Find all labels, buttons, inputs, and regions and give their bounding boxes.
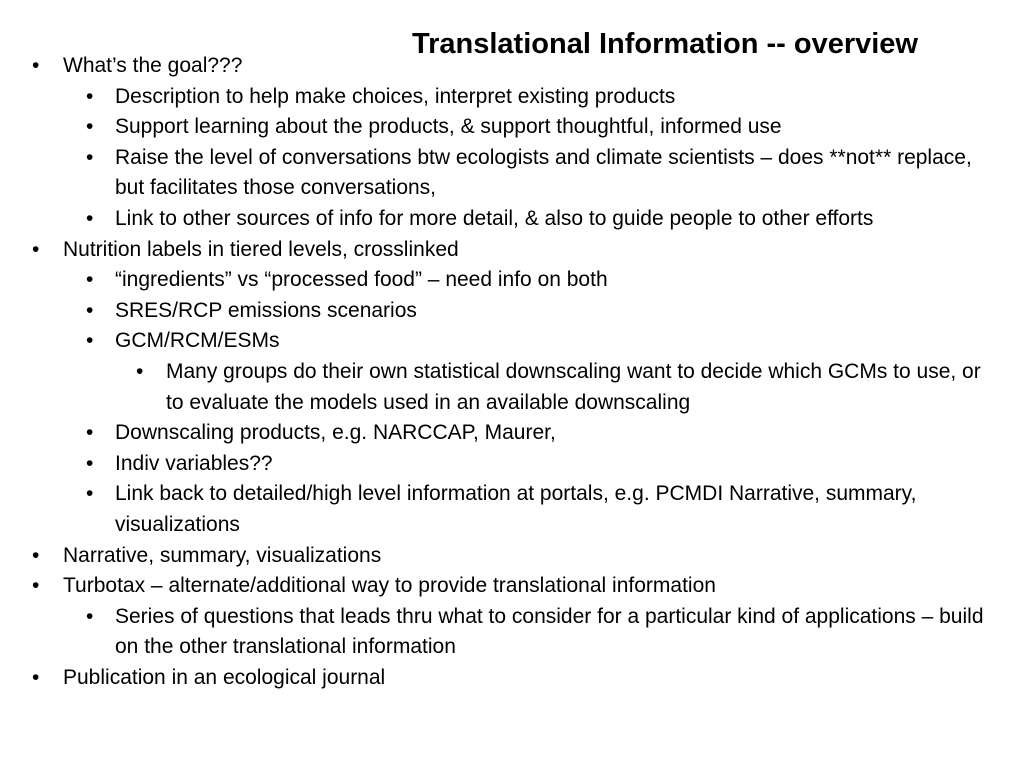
- bullet-dot-icon: •: [86, 482, 94, 506]
- bullet-item: [0, 602, 1024, 663]
- bullet-text: Indiv variables??: [115, 451, 273, 475]
- bullet-text: Turbotax – alternate/additional way to provide translational information: [63, 574, 716, 598]
- bullet-dot-icon: •: [86, 268, 94, 292]
- bullet-text: What’s the goal???: [63, 54, 243, 77]
- bullet-dot-icon: •: [86, 421, 94, 445]
- bullet-dot-icon: •: [32, 543, 40, 567]
- bullet-text: Publication in an ecological journal: [63, 665, 386, 689]
- bullet-dot-icon: •: [32, 574, 40, 598]
- bullet-item: [0, 82, 1024, 113]
- bullet-text: Description to help make choices, interpret existing products: [115, 84, 676, 108]
- bullet-dot-icon: •: [86, 298, 94, 322]
- bullet-item: [0, 449, 1024, 480]
- bullet-item: [0, 296, 1024, 327]
- bullet-text: Many groups do their own statistical downscaling want to decide which GCMs to use, or to evaluate the models used in an available downscaling: [166, 359, 981, 414]
- bullet-item: [0, 112, 1024, 143]
- bullet-dot-icon: •: [86, 115, 94, 139]
- bullet-item: [0, 663, 1024, 694]
- bullet-dot-icon: •: [32, 237, 40, 261]
- bullet-item: [0, 143, 1024, 204]
- bullet-dot-icon: •: [86, 206, 94, 230]
- bullet-dot-icon: •: [86, 451, 94, 475]
- bullet-item: [0, 541, 1024, 572]
- bullet-item: [0, 571, 1024, 602]
- bullet-item: [0, 418, 1024, 449]
- bullet-text: Downscaling products, e.g. NARCCAP, Maurer,: [115, 421, 556, 445]
- bullet-dot-icon: •: [136, 359, 144, 383]
- bullet-text: Link to other sources of info for more detail, & also to guide people to other efforts: [115, 206, 874, 230]
- bullet-item: [0, 204, 1024, 235]
- bullet-text: Link back to detailed/high level information at portals, e.g. PCMDI Narrative, summary, visualizations: [115, 482, 917, 536]
- bullet-text: SRES/RCP emissions scenarios: [115, 298, 417, 322]
- bullet-dot-icon: •: [86, 604, 94, 628]
- bullet-text: Narrative, summary, visualizations: [63, 543, 382, 567]
- bullet-item: [0, 479, 1024, 540]
- bullet-text: Raise the level of conversations btw ecologists and climate scientists – does **not** replace, but facilitates those conversations,: [115, 145, 972, 200]
- bullet-list: [0, 51, 1024, 693]
- bullet-text: Support learning about the products, & support thoughtful, informed use: [115, 115, 782, 139]
- bullet-dot-icon: •: [86, 329, 94, 353]
- bullet-text: “ingredients” vs “processed food” – need info on both: [115, 268, 608, 292]
- bullet-dot-icon: •: [86, 145, 94, 169]
- bullet-dot-icon: •: [32, 665, 40, 689]
- bullet-dot-icon: •: [86, 84, 94, 108]
- bullet-item: [0, 265, 1024, 296]
- bullet-item: [0, 51, 1024, 82]
- bullet-item: [0, 357, 1024, 418]
- bullet-text: Nutrition labels in tiered levels, crosslinked: [63, 237, 459, 261]
- bullet-item: [0, 326, 1024, 357]
- bullet-text: GCM/RCM/ESMs: [115, 329, 280, 353]
- bullet-item: [0, 235, 1024, 266]
- bullet-dot-icon: •: [32, 54, 40, 77]
- bullet-text: Series of questions that leads thru what to consider for a particular kind of applications – build on the other translational information: [115, 604, 984, 659]
- slide-title: Translational Information -- overview: [412, 28, 918, 60]
